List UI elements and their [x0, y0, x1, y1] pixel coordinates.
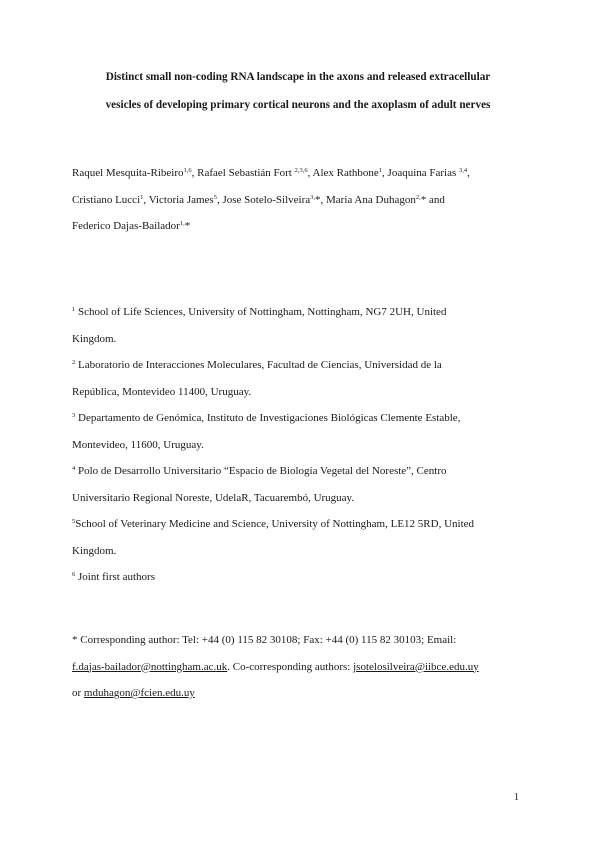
- affil-sup: 3: [72, 412, 76, 419]
- author-affil-sup: 5: [213, 193, 217, 201]
- affiliation-1: [72, 299, 527, 326]
- affil-text: Polo de Desarrollo Universitario “Espacio de Biología Vegetal del Noreste”, Centro: [75, 465, 447, 477]
- affil-text: Laboratorio de Interacciones Moleculares, Facultad de Ciencias, Universidad de la: [75, 359, 442, 371]
- author-sep: ,: [467, 167, 470, 179]
- correspondence-line-3: [72, 680, 532, 707]
- affil-text: School of Veterinary Medicine and Science, University of Nottingham, LE12 5RD, United: [75, 518, 475, 530]
- affiliation-5: [72, 511, 527, 538]
- title-line-1: Distinct small non-coding RNA landscape in the axons and released extracellular: [105, 71, 491, 83]
- author-sep: ,: [143, 193, 149, 206]
- author-name: Raquel Mesquita-Ribeiro: [72, 167, 184, 179]
- affiliation-3-cont: Montevideo, 11600, Uruguay.: [72, 438, 204, 451]
- author-affil-sup: 2,: [415, 193, 421, 201]
- author-name: Federico Dajas-Bailador: [72, 220, 180, 232]
- correspondence-mid-text: . Co-corresponding authors:: [227, 660, 354, 673]
- author-affil-sup: 1,: [179, 220, 185, 227]
- title-line-2: vesicles of developing primary cortical neurons and the axoplasm of adult nerves: [105, 99, 491, 111]
- author-name: Rafael Sebastián Fort: [197, 167, 295, 179]
- email-link-duhagon[interactable]: mduhagon@fcien.edu.uy: [83, 687, 195, 699]
- author-affil-sup: 1: [378, 167, 383, 174]
- affiliation-4-cont: Universitario Regional Noreste, UdelaR, Tacuarembó, Uruguay.: [72, 491, 355, 504]
- author-affil-sup: 3,: [310, 193, 316, 201]
- affiliation-3: [72, 405, 527, 432]
- author-line-1: [72, 160, 532, 187]
- author-affil-sup: 3,4: [459, 167, 468, 174]
- author-sep: ,: [382, 167, 388, 179]
- author-affil-sup: 1,6: [183, 167, 192, 174]
- author-affil-sup: 1: [140, 193, 144, 201]
- correspondence-line-1: * Corresponding author: Tel: +44 (0) 115 82 30108; Fax: +44 (0) 115 82 30103; Email:: [72, 634, 457, 646]
- author-name: Alex Rathbone: [312, 167, 379, 179]
- correspondence-block: [72, 627, 532, 707]
- affiliation-list: [72, 299, 527, 591]
- author-name: Maria Ana Duhagon: [326, 193, 416, 206]
- affil-text: School of Life Sciences, University of Nottingham, Nottingham, NG7 2UH, United: [75, 306, 447, 318]
- affil-sup: 1: [72, 306, 76, 313]
- page-number: 1: [514, 792, 519, 803]
- affil-sup: 6: [72, 571, 76, 578]
- email-link-dajas[interactable]: f.dajas-bailador@nottingham.ac.uk: [72, 660, 228, 673]
- author-name: Jose Sotelo-Silveira: [222, 193, 311, 206]
- affiliation-1-cont: Kingdom.: [72, 332, 117, 345]
- affil-text: Joint first authors: [75, 571, 155, 583]
- paper-title: [72, 63, 524, 119]
- author-sep: ,: [307, 167, 313, 179]
- email-link-sotelo[interactable]: jsotelosilveira@iibce.edu.uy: [353, 660, 479, 673]
- author-sep: *: [184, 220, 191, 232]
- affil-text: Departamento de Genómica, Instituto de Investigaciones Biológicas Clemente Estable,: [75, 412, 461, 424]
- author-sep: ,: [191, 167, 198, 179]
- author-affil-sup: 2,3,6: [294, 167, 308, 174]
- author-line-3: [72, 213, 532, 240]
- affil-sup: 4: [72, 465, 76, 472]
- author-name: Victoria James: [148, 193, 214, 206]
- author-line-2: [72, 187, 532, 214]
- author-sep: *,: [315, 193, 327, 206]
- affil-sup: 2: [72, 359, 76, 366]
- affiliation-5-cont: Kingdom.: [72, 544, 117, 557]
- correspondence-line-2: [72, 654, 532, 681]
- correspondence-or-text: or: [72, 687, 84, 699]
- author-list: [72, 160, 532, 240]
- affiliation-2-cont: República, Montevideo 11400, Uruguay.: [72, 385, 252, 398]
- author-sep: * and: [420, 193, 445, 206]
- affiliation-4: [72, 458, 527, 485]
- affiliation-6: [72, 564, 527, 591]
- author-sep: ,: [216, 193, 223, 206]
- author-name: Joaquina Farias: [387, 167, 460, 179]
- affiliation-2: [72, 352, 527, 379]
- affil-sup: 5: [72, 518, 76, 525]
- author-name: Cristiano Lucci: [72, 193, 141, 206]
